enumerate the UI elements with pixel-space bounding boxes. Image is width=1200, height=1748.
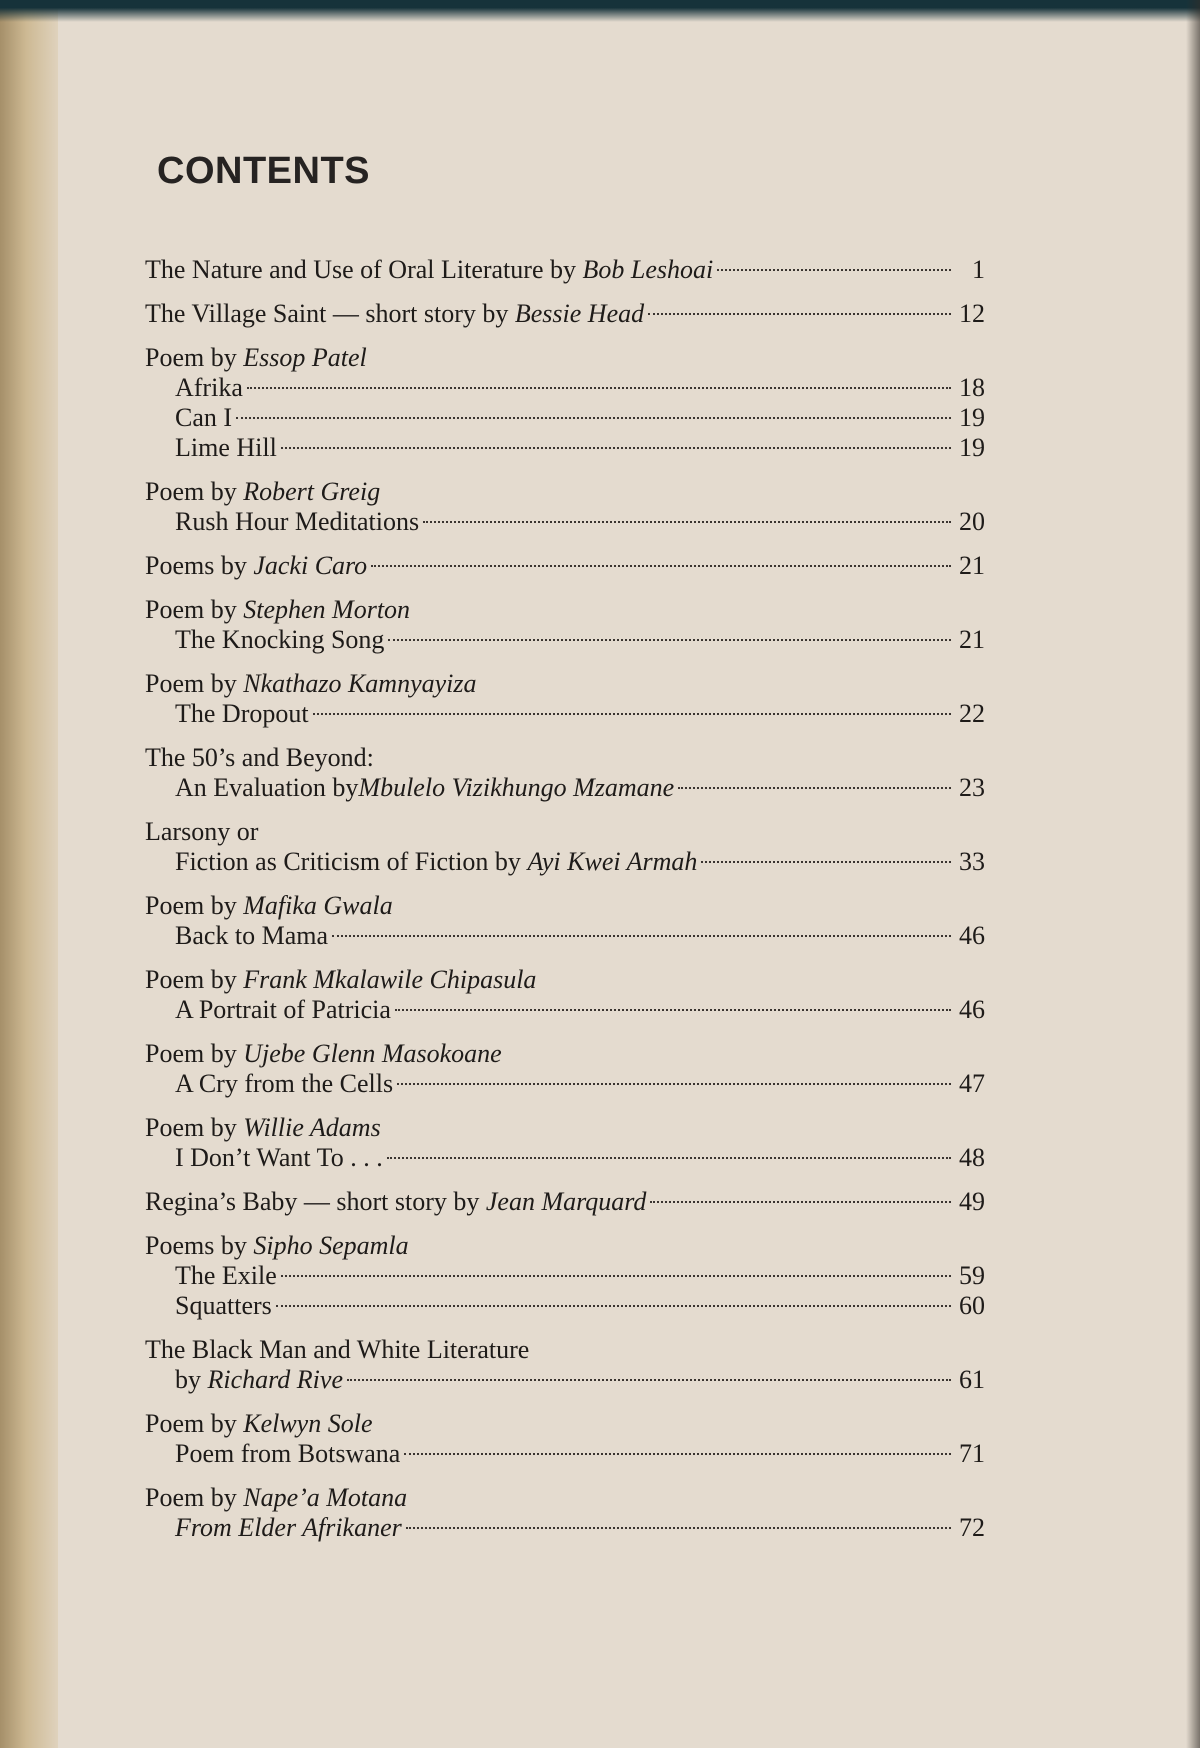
dot-leader: [332, 935, 951, 937]
entry-heading: [145, 595, 985, 625]
entry-title: [175, 847, 697, 877]
page-number: 23: [959, 773, 985, 802]
title-text: I Don’t Want To . . .: [175, 1143, 383, 1172]
entry-heading: [145, 669, 985, 699]
entry-title: [175, 1291, 272, 1321]
italic-text: Richard Rive: [207, 1365, 343, 1394]
entry-title: [175, 1261, 277, 1291]
dot-leader: [717, 269, 951, 271]
title-text: The Dropout: [175, 699, 309, 728]
title-text: Poem from Botswana: [175, 1439, 401, 1468]
page-number: 46: [959, 921, 985, 950]
toc-entry: [145, 743, 985, 803]
dot-leader: [281, 1275, 951, 1277]
page-number: 21: [959, 551, 985, 580]
author-name: Mafika Gwala: [243, 891, 393, 920]
entry-title: [175, 403, 232, 433]
toc-entry: [145, 477, 985, 537]
page-number: 19: [959, 433, 985, 462]
page-number: 33: [959, 847, 985, 876]
entry-title: [175, 773, 674, 803]
page-number: 22: [959, 699, 985, 728]
page-number: 60: [959, 1291, 985, 1320]
entry-title: [175, 507, 419, 537]
toc-entry: [145, 1409, 985, 1469]
dot-leader: [404, 1453, 951, 1455]
entry-title: [175, 1143, 383, 1173]
toc-line: [145, 255, 985, 285]
toc-entry: [145, 1483, 985, 1543]
entry-title: [175, 699, 309, 729]
author-name: Bob Leshoai: [582, 255, 714, 284]
title-text: The Knocking Song: [175, 625, 385, 654]
heading-text: Poem by: [145, 891, 244, 920]
dot-leader: [395, 1009, 951, 1011]
toc-line: [145, 433, 985, 463]
toc-entry: [145, 669, 985, 729]
dot-leader: [678, 787, 951, 789]
dot-leader: [650, 1201, 951, 1203]
page-title: CONTENTS: [157, 150, 370, 192]
title-text: The Nature and Use of Oral Literature by: [145, 255, 583, 284]
author-name: Bessie Head: [514, 299, 645, 328]
toc-entry: [145, 1187, 985, 1217]
toc-line: [145, 1513, 985, 1543]
entry-title: [175, 1365, 343, 1395]
toc-line: [145, 551, 985, 581]
dot-leader: [406, 1527, 951, 1529]
dot-leader: [371, 565, 951, 567]
dot-leader: [397, 1083, 951, 1085]
author-name: Nape’a Motana: [243, 1483, 408, 1512]
italic-text: Mbulelo Vizikhungo Mzamane: [358, 773, 675, 802]
toc-line: [145, 1365, 985, 1395]
page-number: 19: [959, 403, 985, 432]
title-text: by: [175, 1365, 208, 1394]
title-text: A Portrait of Patricia: [175, 995, 391, 1024]
entry-heading: [145, 891, 985, 921]
toc-line: [145, 507, 985, 537]
heading-text: Larsony or: [145, 817, 259, 846]
toc-entry: [145, 817, 985, 877]
dot-leader: [313, 713, 951, 715]
title-text: Poems by: [145, 551, 254, 580]
heading-text: Poem by: [145, 1409, 244, 1438]
title-text: Lime Hill: [175, 433, 277, 462]
toc-line: [145, 1187, 985, 1217]
entry-title: [175, 1439, 400, 1469]
toc-line: [145, 299, 985, 329]
toc-entry: [145, 343, 985, 463]
heading-text: Poem by: [145, 669, 244, 698]
heading-text: Poems by: [145, 1231, 254, 1260]
title-text: Squatters: [175, 1291, 272, 1320]
page-number: 61: [959, 1365, 985, 1394]
toc-entry: [145, 595, 985, 655]
page-number: 18: [959, 373, 985, 402]
author-name: Nkathazo Kamnyayiza: [243, 669, 477, 698]
author-name: Sipho Sepamla: [253, 1231, 409, 1260]
dot-leader: [387, 1157, 951, 1159]
page-number: 12: [959, 299, 985, 328]
entry-heading: [145, 343, 985, 373]
author-name: Robert Greig: [243, 477, 381, 506]
toc-entry: [145, 551, 985, 581]
page-number: 1: [972, 255, 985, 284]
table-of-contents: [145, 255, 985, 1543]
page-right-edge: [1186, 0, 1200, 1748]
entry-title: [145, 299, 644, 329]
entry-title: [145, 255, 713, 285]
title-text: Back to Mama: [175, 921, 329, 950]
entry-heading: [145, 1039, 985, 1069]
heading-text: Poem by: [145, 1483, 244, 1512]
page-number: 21: [959, 625, 985, 654]
toc-line: [145, 773, 985, 803]
author-name: Jean Marquard: [485, 1187, 647, 1216]
toc-entry: [145, 299, 985, 329]
title-text: Afrika: [175, 373, 243, 402]
entry-title: [145, 1187, 646, 1217]
toc-line: [145, 373, 985, 403]
dot-leader: [276, 1305, 951, 1307]
entry-title: [175, 433, 277, 463]
entry-heading: [145, 1409, 985, 1439]
page-number: 47: [959, 1069, 985, 1098]
page-number: 72: [959, 1513, 985, 1542]
dot-leader: [423, 521, 951, 523]
heading-text: Poem by: [145, 595, 244, 624]
toc-line: [145, 1069, 985, 1099]
toc-line: [145, 1143, 985, 1173]
author-name: Kelwyn Sole: [243, 1409, 373, 1438]
heading-text: Poem by: [145, 965, 244, 994]
entry-heading: [145, 743, 985, 773]
toc-entry: [145, 1113, 985, 1173]
toc-line: [145, 847, 985, 877]
author-name: Ujebe Glenn Masokoane: [243, 1039, 502, 1068]
entry-title: [175, 373, 243, 403]
toc-entry: [145, 891, 985, 951]
title-text: Fiction as Criticism of Fiction by: [175, 847, 528, 876]
heading-text: The Black Man and White Literature: [145, 1335, 530, 1364]
italic-text: Ayi Kwei Armah: [527, 847, 698, 876]
dot-leader: [247, 387, 951, 389]
heading-text: Poem by: [145, 343, 244, 372]
title-text: An Evaluation by: [175, 773, 359, 802]
title-text: Rush Hour Meditations: [175, 507, 420, 536]
entry-title: [175, 921, 328, 951]
page-number: 71: [959, 1439, 985, 1468]
author-name: Jacki Caro: [253, 551, 368, 580]
title-text: The Village Saint — short story by: [145, 299, 515, 328]
author-name: Stephen Morton: [243, 595, 411, 624]
contents-page: [145, 150, 985, 1557]
entry-heading: [145, 965, 985, 995]
italic-text: From Elder Afrikaner: [175, 1513, 402, 1542]
toc-entry: [145, 965, 985, 1025]
toc-line: [145, 995, 985, 1025]
page-number: 48: [959, 1143, 985, 1172]
toc-line: [145, 625, 985, 655]
entry-title: [175, 995, 391, 1025]
page-number: 59: [959, 1261, 985, 1290]
entry-heading: [145, 1335, 985, 1365]
page-number: 20: [959, 507, 985, 536]
dot-leader: [701, 861, 951, 863]
dot-leader: [347, 1379, 951, 1381]
entry-heading: [145, 1231, 985, 1261]
title-text: A Cry from the Cells: [175, 1069, 394, 1098]
book-gutter: [0, 0, 58, 1748]
toc-entry: [145, 255, 985, 285]
toc-line: [145, 1439, 985, 1469]
author-name: Frank Mkalawile Chipasula: [243, 965, 537, 994]
toc-entry: [145, 1335, 985, 1395]
entry-heading: [145, 817, 985, 847]
toc-line: [145, 921, 985, 951]
title-text: The Exile: [175, 1261, 277, 1290]
entry-heading: [145, 477, 985, 507]
toc-line: [145, 699, 985, 729]
entry-heading: [145, 1483, 985, 1513]
toc-line: [145, 403, 985, 433]
dot-leader: [281, 447, 951, 449]
page-top-edge: [0, 0, 1200, 22]
entry-title: [175, 625, 384, 655]
title-text: Regina’s Baby — short story by: [145, 1187, 486, 1216]
heading-text: Poem by: [145, 1113, 244, 1142]
entry-heading: [145, 1113, 985, 1143]
page-number: 46: [959, 995, 985, 1024]
page-number: 49: [959, 1187, 985, 1216]
entry-title: [175, 1513, 402, 1543]
dot-leader: [236, 417, 951, 419]
dot-leader: [388, 639, 951, 641]
toc-entry: [145, 1039, 985, 1099]
heading-text: Poem by: [145, 477, 244, 506]
dot-leader: [648, 313, 951, 315]
heading-text: The 50’s and Beyond:: [145, 743, 374, 772]
title-text: Can I: [175, 403, 233, 432]
heading-text: Poem by: [145, 1039, 244, 1068]
author-name: Willie Adams: [243, 1113, 381, 1142]
author-name: Essop Patel: [243, 343, 367, 372]
toc-line: [145, 1291, 985, 1321]
toc-entry: [145, 1231, 985, 1321]
entry-title: [145, 551, 367, 581]
entry-title: [175, 1069, 393, 1099]
toc-line: [145, 1261, 985, 1291]
